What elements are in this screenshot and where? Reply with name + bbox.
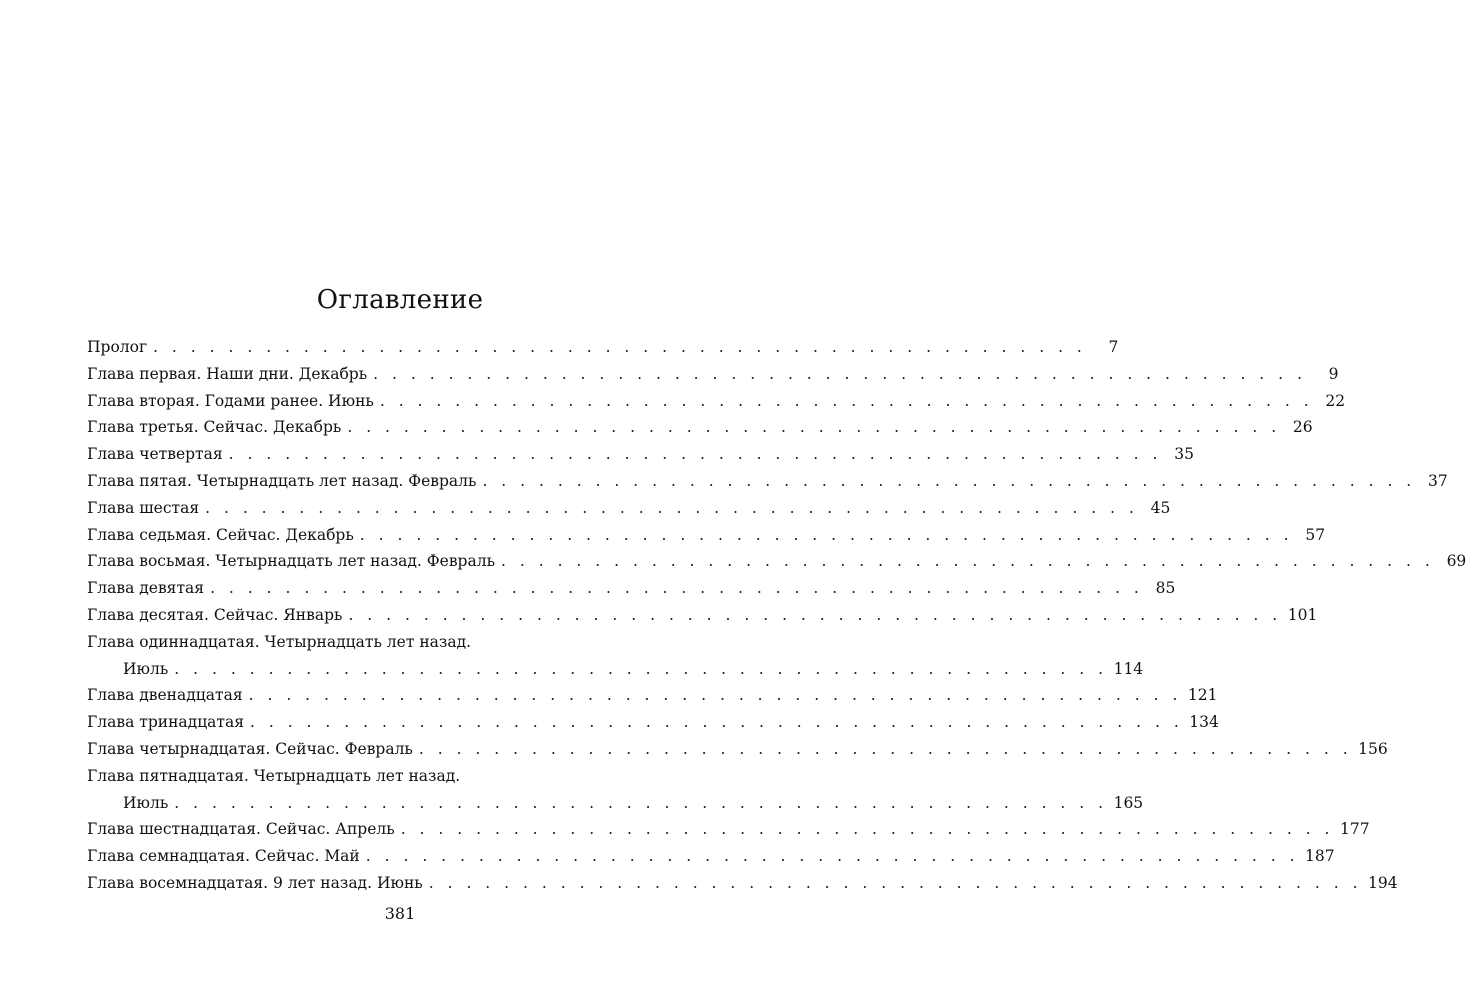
toc-title: Оглавление <box>316 285 484 315</box>
toc-entry-label: Глава третья. Сейчас. Декабрь <box>87 418 342 437</box>
toc-entry <box>87 602 1318 629</box>
toc-entry-label: Глава четвертая <box>87 445 223 464</box>
toc-entry <box>87 414 1313 441</box>
toc-entry <box>87 709 1219 736</box>
dot-leader: . . . . . . . . . . . . . . . . . . . . . . . . . . . . . . . . . . . . . . . . . . . . . . . . . . <box>174 659 1108 678</box>
toc-entry-page: 101 <box>1287 605 1318 624</box>
toc-entry-label-continued: Июль <box>123 659 169 678</box>
toc-entry <box>87 334 1119 361</box>
toc-entry-page: 57 <box>1305 525 1326 544</box>
dot-leader: . . . . . . . . . . . . . . . . . . . . . . . . . . . . . . . . . . . . . . . . . . . . . . . . . . <box>418 739 1353 758</box>
toc-entry <box>87 522 1326 549</box>
toc-entry-label: Глава одиннадцатая. Четырнадцать лет назад. <box>87 632 472 651</box>
toc-entry-continuation <box>87 790 1144 817</box>
toc-entry-page: 22 <box>1325 391 1346 410</box>
dot-leader: . . . . . . . . . . . . . . . . . . . . . . . . . . . . . . . . . . . . . . . . . . . . . . . . . . <box>248 686 1182 705</box>
toc-entry-label: Глава седьмая. Сейчас. Декабрь <box>87 525 354 544</box>
toc-entry-label: Глава семнадцатая. Сейчас. Май <box>87 847 360 866</box>
dot-leader: . . . . . . . . . . . . . . . . . . . . . . . . . . . . . . . . . . . . . . . . . . . . . . . . . . <box>205 498 1139 517</box>
toc-entry-page: 7 <box>1108 338 1119 356</box>
toc-entry-label: Глава тринадцатая <box>87 713 244 732</box>
toc-entry <box>87 575 1176 602</box>
dot-leader: . . . . . . . . . . . . . . . . . . . . . . . . . . . . . . . . . . . . . . . . . . . . . . . . . . <box>400 820 1334 839</box>
toc-entry <box>87 816 1370 843</box>
dot-leader: . . . . . . . . . . . . . . . . . . . . . . . . . . . . . . . . . . . . . . . . . . . . . . . . . . <box>153 338 1087 356</box>
toc-entry-label: Глава двенадцатая <box>87 686 243 705</box>
toc-entry <box>87 763 671 790</box>
dot-leader: . . . . . . . . . . . . . . . . . . . . . . . . . . . . . . . . . . . . . . . . . . . . . . . . . . <box>250 713 1184 732</box>
toc-entry-page: 177 <box>1339 820 1370 839</box>
dot-leader: . . . . . . . . . . . . . . . . . . . . . . . . . . . . . . . . . . . . . . . . . . . . . . . . . . <box>348 605 1282 624</box>
toc-entry-label: Глава четырнадцатая. Сейчас. Февраль <box>87 739 413 758</box>
toc-entry <box>87 495 1171 522</box>
toc-entry-label: Глава пятая. Четырнадцать лет назад. Февраль <box>87 471 477 490</box>
toc-entry-label: Глава шестая <box>87 498 200 517</box>
dot-leader: . . . . . . . . . . . . . . . . . . . . . . . . . . . . . . . . . . . . . . . . . . . . . . . . . . <box>379 391 1314 410</box>
toc-entry-page: 35 <box>1174 445 1194 464</box>
toc-entry <box>87 441 1194 468</box>
page-number: 381 <box>384 904 416 923</box>
toc-entry-page: 114 <box>1113 659 1144 678</box>
toc-entry-label-continued: Июль <box>123 793 169 812</box>
toc-entry <box>87 682 1218 709</box>
toc-entry <box>87 548 1466 575</box>
toc-entry-page: 121 <box>1187 686 1218 705</box>
toc-entry-label: Глава первая. Наши дни. Декабрь <box>87 364 368 383</box>
toc-entry <box>87 736 1388 763</box>
dot-leader: . . . . . . . . . . . . . . . . . . . . . . . . . . . . . . . . . . . . . . . . . . . . . . . . . . <box>501 552 1435 571</box>
dot-leader: . . . . . . . . . . . . . . . . . . . . . . . . . . . . . . . . . . . . . . . . . . . . . . . . . . <box>210 579 1144 598</box>
toc-entry-page: 69 <box>1446 552 1466 571</box>
dot-leader: . . . . . . . . . . . . . . . . . . . . . . . . . . . . . . . . . . . . . . . . . . . . . . . . . . <box>228 445 1162 464</box>
toc-entry-page: 37 <box>1428 471 1448 490</box>
toc-entry-label: Глава десятая. Сейчас. Январь <box>87 605 343 624</box>
dot-leader: . . . . . . . . . . . . . . . . . . . . . . . . . . . . . . . . . . . . . . . . . . . . . . . . . . <box>365 847 1300 866</box>
toc-entry-page: 85 <box>1155 579 1176 598</box>
dot-leader: . . . . . . . . . . . . . . . . . . . . . . . . . . . . . . . . . . . . . . . . . . . . . . . . . . <box>428 873 1363 892</box>
dot-leader: . . . . . . . . . . . . . . . . . . . . . . . . . . . . . . . . . . . . . . . . . . . . . . . . . . <box>347 418 1281 437</box>
toc-entry <box>87 388 1346 415</box>
dot-leader: . . . . . . . . . . . . . . . . . . . . . . . . . . . . . . . . . . . . . . . . . . . . . . . . . . <box>482 471 1416 490</box>
dot-leader: . . . . . . . . . . . . . . . . . . . . . . . . . . . . . . . . . . . . . . . . . . . . . . . . . . <box>174 793 1108 812</box>
toc-entry <box>87 629 671 656</box>
toc-entry-page: 165 <box>1113 793 1144 812</box>
dot-leader: . . . . . . . . . . . . . . . . . . . . . . . . . . . . . . . . . . . . . . . . . . . . . . . . . . <box>373 364 1307 383</box>
toc-entry <box>87 468 1448 495</box>
toc-entry-page: 156 <box>1358 739 1388 758</box>
toc-entry-label: Глава вторая. Годами ранее. Июнь <box>87 391 374 410</box>
toc-entry-page: 187 <box>1305 847 1335 866</box>
toc-entry-continuation <box>87 656 1144 683</box>
toc-entry-page: 194 <box>1368 873 1398 892</box>
toc-entry-label: Глава восьмая. Четырнадцать лет назад. Февраль <box>87 552 496 571</box>
toc-entry-page: 134 <box>1189 713 1219 732</box>
toc-entry-page: 9 <box>1328 364 1339 383</box>
toc-entry-label: Глава пятнадцатая. Четырнадцать лет назад. <box>87 766 461 785</box>
toc-entry-page: 45 <box>1150 498 1171 517</box>
toc-entry <box>87 870 1398 897</box>
table-of-contents <box>87 334 1466 897</box>
dot-leader: . . . . . . . . . . . . . . . . . . . . . . . . . . . . . . . . . . . . . . . . . . . . . . . . . . <box>359 525 1294 544</box>
toc-entry-label: Пролог <box>87 338 148 356</box>
toc-entry <box>87 361 1339 388</box>
toc-entry-label: Глава восемнадцатая. 9 лет назад. Июнь <box>87 873 423 892</box>
toc-entry <box>87 843 1335 870</box>
toc-entry-label: Глава шестнадцатая. Сейчас. Апрель <box>87 820 395 839</box>
toc-entry-page: 26 <box>1292 418 1313 437</box>
toc-entry-label: Глава девятая <box>87 579 205 598</box>
